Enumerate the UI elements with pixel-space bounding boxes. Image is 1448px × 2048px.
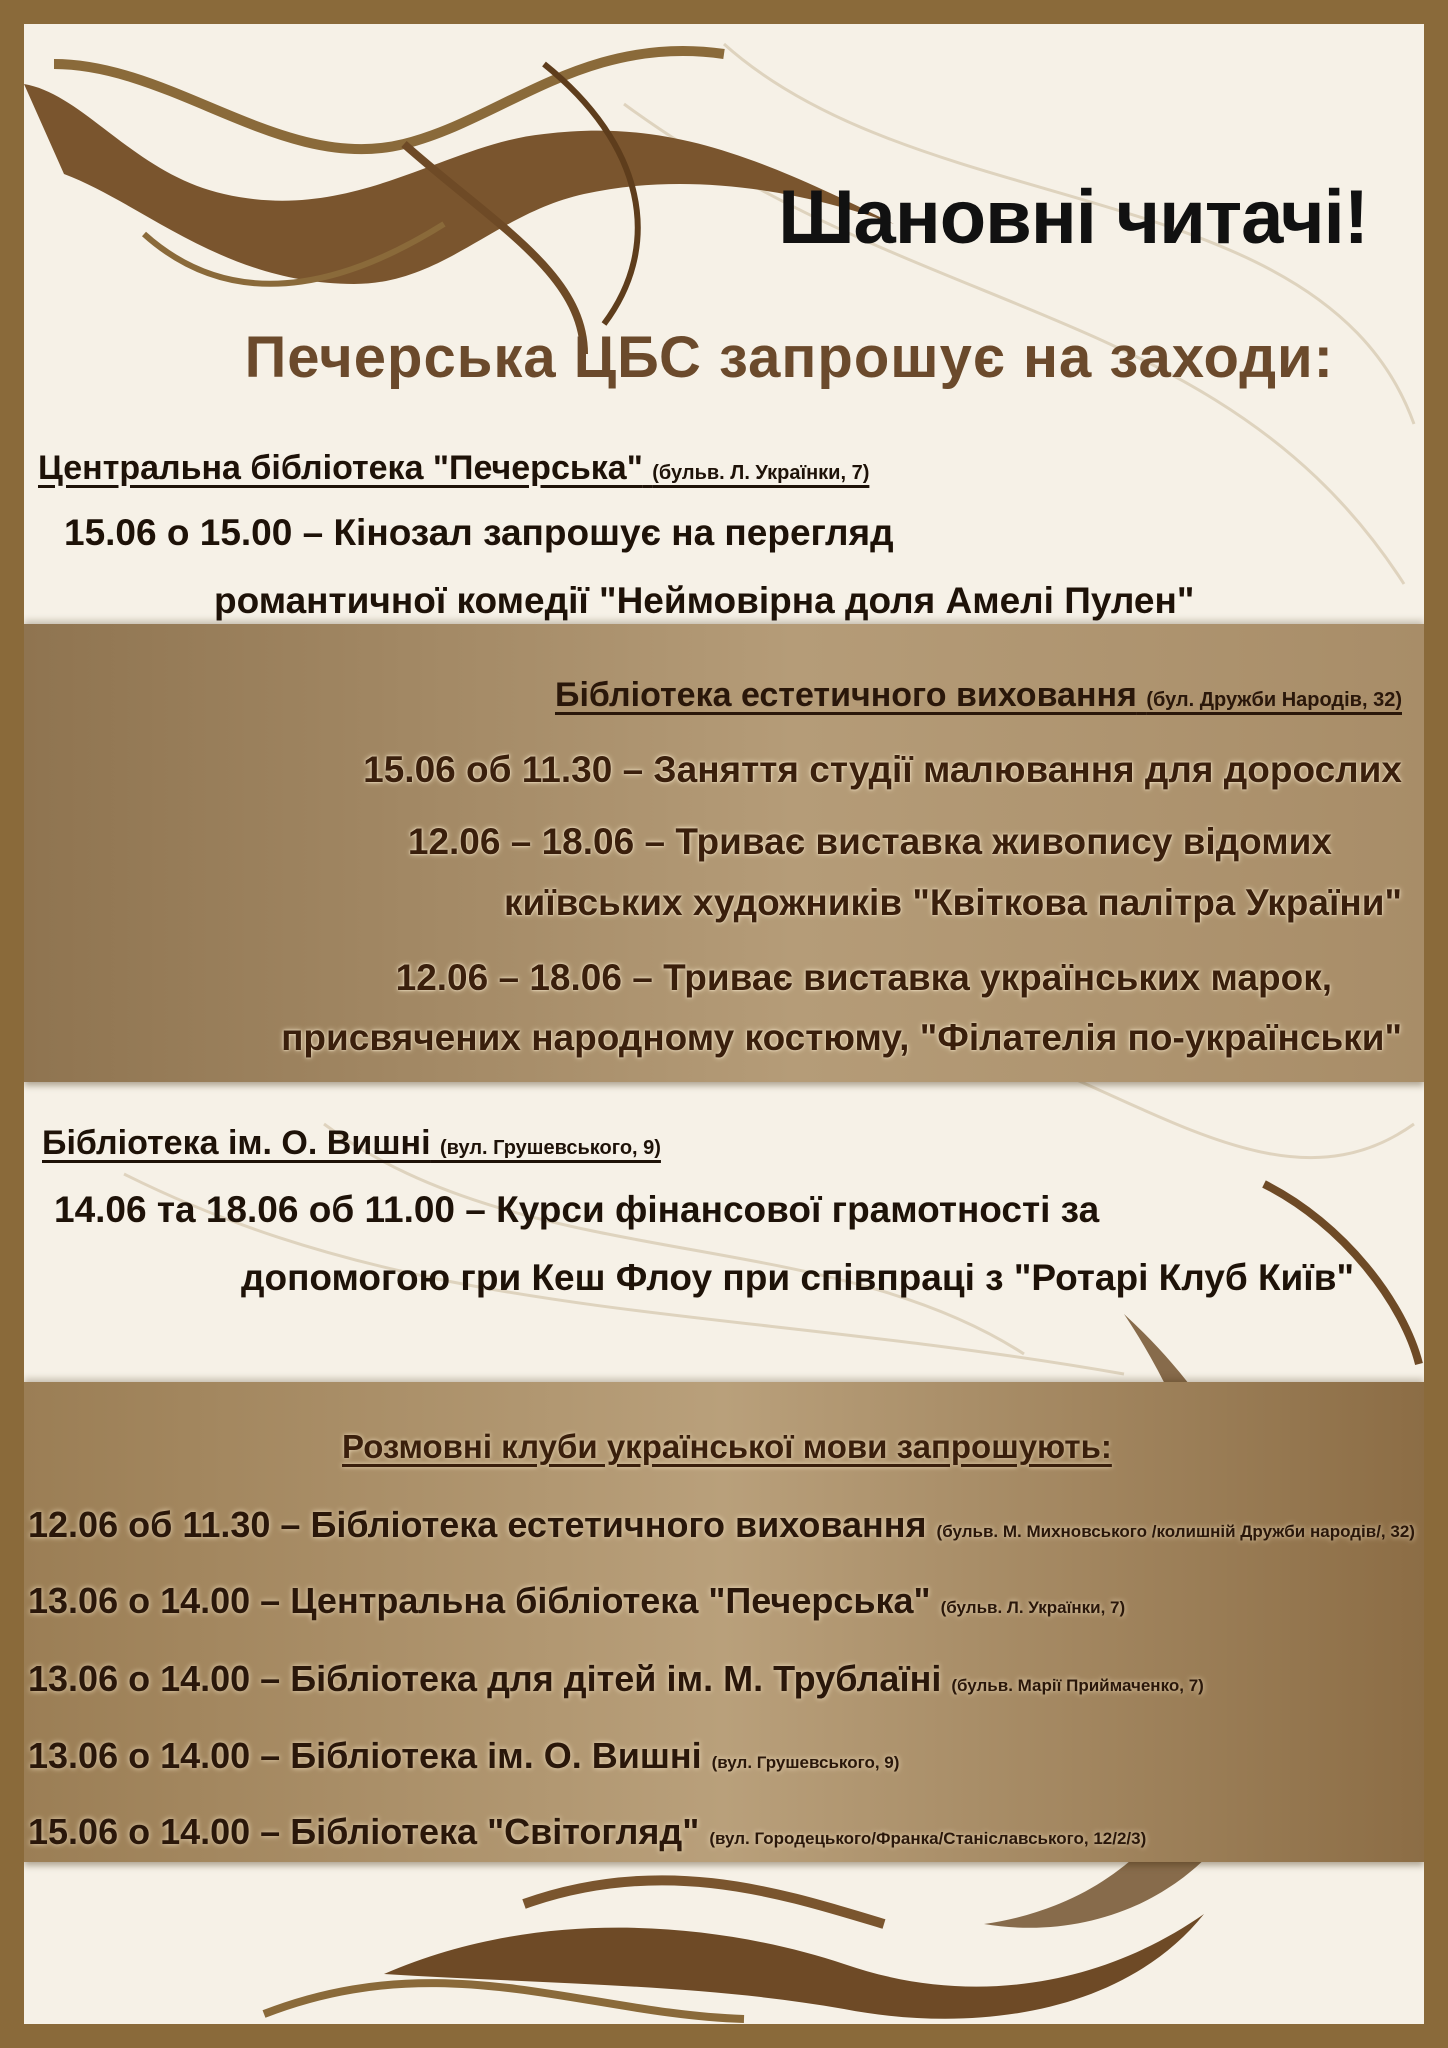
- club-item-text: 13.06 о 14.00 – Бібліотека для дітей ім. М. Трублаїні: [28, 1658, 942, 1699]
- club-item-address: (вул. Городецького/Франка/Станіславського, 12/2/3): [709, 1829, 1147, 1848]
- club-item-text: 15.06 о 14.00 – Бібліотека "Світогляд": [28, 1811, 700, 1852]
- club-item: [28, 1735, 899, 1777]
- event-line: допомогою гри Кеш Флоу при співпраці з "Ротарі Клуб Київ": [241, 1257, 1354, 1298]
- library-heading: [42, 1124, 661, 1163]
- poster-subtitle: Печерська ЦБС запрошує на заходи:: [244, 325, 1334, 390]
- club-item: [28, 1811, 1146, 1853]
- library-heading: [555, 676, 1402, 715]
- club-item-text: 13.06 о 14.00 – Бібліотека ім. О. Вишні: [28, 1735, 702, 1776]
- event-line: романтичної комедії "Неймовірна доля Амелі Пулен": [214, 580, 1195, 621]
- event-line: 12.06 – 18.06 – Триває виставка живопису відомих: [407, 821, 1332, 862]
- club-item-address: (бульв. Марії Приймаченко, 7): [951, 1676, 1204, 1695]
- event-line: присвячених народному костюму, "Філателія по-українськи": [281, 1017, 1402, 1058]
- club-item: [28, 1580, 1125, 1622]
- library-address: (бульв. Л. Українки, 7): [652, 462, 870, 484]
- club-item-address: (вул. Грушевського, 9): [711, 1753, 900, 1772]
- library-heading: [38, 449, 869, 488]
- library-name: Бібліотека ім. О. Вишні: [42, 1124, 431, 1162]
- club-item-text: 13.06 о 14.00 – Центральна бібліотека "Печерська": [28, 1580, 931, 1621]
- event-line: київських художників "Квіткова палітра України": [503, 882, 1402, 923]
- clubs-heading: Розмовні клуби української мови запрошують:: [342, 1428, 1112, 1465]
- poster-title: Шановні читачі!: [778, 175, 1368, 260]
- event-line: 15.06 об 11.30 – Заняття студії малювання для дорослих: [363, 749, 1402, 790]
- event-line: 14.06 та 18.06 об 11.00 – Курси фінансової грамотності за: [54, 1189, 1100, 1230]
- event-line: 15.06 о 15.00 – Кінозал запрошує на перегляд: [64, 512, 894, 553]
- club-item-address: (бульв. Л. Українки, 7): [940, 1598, 1126, 1617]
- event-line: 12.06 – 18.06 – Триває виставка українських марок,: [395, 957, 1332, 998]
- club-item-address: (бульв. М. Михновського /колишній Дружби народів/, 32): [936, 1522, 1415, 1541]
- club-item: [28, 1658, 1204, 1700]
- library-name: Центральна бібліотека "Печерська": [38, 449, 643, 487]
- club-item: [28, 1504, 1415, 1546]
- library-name: Бібліотека естетичного виховання: [555, 676, 1137, 714]
- library-address: (вул. Грушевського, 9): [440, 1137, 661, 1159]
- club-item-text: 12.06 об 11.30 – Бібліотека естетичного виховання: [28, 1504, 927, 1545]
- library-address: (бул. Дружби Народів, 32): [1146, 689, 1402, 711]
